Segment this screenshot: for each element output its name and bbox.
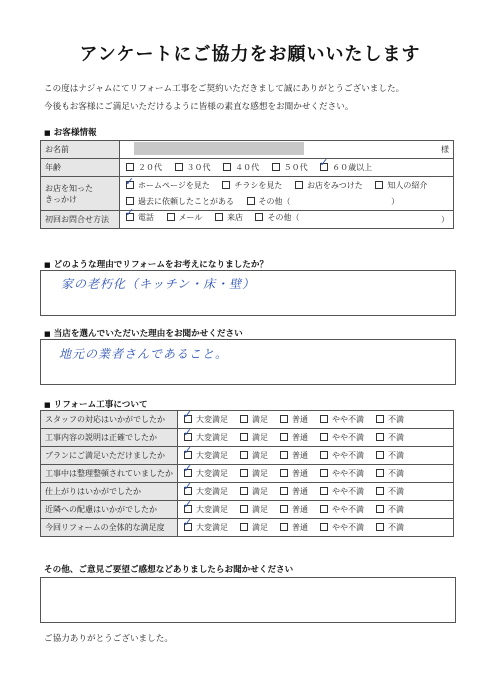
checkbox[interactable]: [240, 487, 248, 495]
redacted-name: [134, 142, 304, 155]
survey-option-label: 満足: [252, 415, 268, 424]
survey-option-label: やや不満: [332, 433, 364, 442]
survey-option[interactable]: [318, 486, 364, 497]
survey-option[interactable]: [238, 450, 268, 461]
survey-option[interactable]: [182, 522, 228, 533]
survey-options: [178, 465, 454, 483]
checkbox[interactable]: [223, 163, 231, 171]
checkbox-checked[interactable]: [184, 451, 192, 459]
checkbox[interactable]: [240, 451, 248, 459]
survey-option[interactable]: [318, 432, 364, 443]
source-label: お店を知った きっかけ: [41, 177, 120, 211]
survey-option[interactable]: [238, 468, 268, 479]
checkbox[interactable]: [240, 469, 248, 477]
checkbox[interactable]: [280, 469, 288, 477]
survey-option-label: 不満: [388, 451, 404, 460]
q2-answer-box[interactable]: [40, 339, 456, 385]
survey-option[interactable]: [238, 486, 268, 497]
survey-option-label: 普通: [292, 451, 308, 460]
survey-option-label: 大変満足: [196, 451, 228, 460]
contact-option-phone[interactable]: ✓ 電話: [124, 212, 154, 223]
checkbox[interactable]: [280, 415, 288, 423]
survey-option-label: 不満: [388, 505, 404, 514]
checkbox[interactable]: [376, 505, 384, 513]
name-suffix: 様: [441, 144, 449, 154]
contact-option-visit[interactable]: 来店: [213, 212, 243, 223]
source-options: [120, 177, 454, 211]
checkbox-checked[interactable]: [184, 415, 192, 423]
survey-question-label: プランにご満足いただけましたか: [41, 447, 178, 465]
survey-option-label: 大変満足: [196, 433, 228, 442]
checkbox[interactable]: [126, 197, 134, 205]
survey-row: [41, 411, 454, 429]
survey-option[interactable]: [278, 504, 308, 515]
survey-options: [178, 519, 454, 537]
age-option-60plus[interactable]: ✓ ６０歳以上: [318, 162, 372, 173]
survey-option-label: やや不満: [332, 505, 364, 514]
survey-option-label: 普通: [292, 415, 308, 424]
survey-option-label: 普通: [292, 523, 308, 532]
checkbox[interactable]: [280, 451, 288, 459]
checkbox[interactable]: [280, 433, 288, 441]
survey-option-label: 大変満足: [196, 415, 228, 424]
survey-option-label: やや不満: [332, 469, 364, 478]
checkbox-checked[interactable]: [184, 469, 192, 477]
checkbox[interactable]: [272, 163, 280, 171]
survey-options: [178, 447, 454, 465]
survey-row: [41, 465, 454, 483]
survey-heading: ■ リフォーム工事について: [44, 400, 148, 410]
survey-option[interactable]: [278, 486, 308, 497]
survey-row: [41, 519, 454, 537]
checkbox[interactable]: [240, 523, 248, 531]
page-title: アンケートにご協力をお願いいたします: [79, 44, 421, 65]
source-option-referral[interactable]: 知人の紹介: [373, 178, 427, 194]
survey-option-label: 普通: [292, 505, 308, 514]
survey-table: [40, 410, 454, 537]
contact-options: [120, 211, 454, 229]
checkbox[interactable]: [376, 487, 384, 495]
checkbox[interactable]: [222, 181, 230, 189]
age-option-50s[interactable]: ５０代: [270, 162, 308, 173]
customer-section-heading: ■ お客様情報: [44, 128, 97, 138]
survey-option-label: やや不満: [332, 487, 364, 496]
survey-option-label: 満足: [252, 433, 268, 442]
checkbox[interactable]: [376, 415, 384, 423]
checkbox-checked[interactable]: [184, 523, 192, 531]
checkbox[interactable]: [320, 505, 328, 513]
source-option-store[interactable]: お店をみつけた: [293, 178, 363, 194]
survey-option-label: 不満: [388, 523, 404, 532]
checkbox-checked[interactable]: [126, 181, 134, 189]
checkbox[interactable]: [320, 433, 328, 441]
source-option-homepage[interactable]: ✓ホームページを見た: [124, 178, 210, 194]
survey-option[interactable]: [318, 414, 364, 425]
source-other-close: ）: [391, 196, 400, 206]
survey-option[interactable]: [278, 414, 308, 425]
survey-option-label: 不満: [388, 433, 404, 442]
survey-option-label: 満足: [252, 523, 268, 532]
source-option-flyer[interactable]: チラシを見た: [220, 178, 282, 194]
survey-option[interactable]: [182, 450, 228, 461]
survey-option-label: 普通: [292, 433, 308, 442]
survey-option[interactable]: [374, 486, 404, 497]
survey-question-label: 近隣への配慮はいかがでしたか: [41, 501, 178, 519]
survey-option[interactable]: [182, 486, 228, 497]
survey-options: [178, 429, 454, 447]
survey-options: [178, 501, 454, 519]
contact-other-close: ）: [441, 214, 449, 224]
contact-option-email[interactable]: メール: [165, 212, 203, 223]
survey-question-label: スタッフの対応はいかがでしたか: [41, 411, 178, 429]
checkbox-checked[interactable]: [126, 213, 134, 221]
survey-option[interactable]: [278, 468, 308, 479]
checkbox[interactable]: [280, 523, 288, 531]
survey-option-label: 不満: [388, 415, 404, 424]
survey-question-label: 今回リフォームの全体的な満足度: [41, 519, 178, 537]
survey-options: [178, 483, 454, 501]
comments-answer-box[interactable]: [40, 577, 456, 623]
customer-info-table: [40, 140, 454, 229]
contact-label: 初回お問合せ方法: [41, 211, 120, 229]
survey-option-label: やや不満: [332, 523, 364, 532]
survey-option-label: 満足: [252, 505, 268, 514]
survey-option[interactable]: [374, 432, 404, 443]
source-option-past[interactable]: 過去に依頼したことがある: [124, 194, 234, 210]
survey-option-label: 大変満足: [196, 487, 228, 496]
name-field[interactable]: [120, 141, 454, 159]
survey-option-label: やや不満: [332, 415, 364, 424]
checkbox[interactable]: [280, 505, 288, 513]
closing-message: ご協力ありがとうございました。: [44, 634, 173, 644]
checkbox[interactable]: [375, 181, 383, 189]
survey-option-label: 不満: [388, 469, 404, 478]
checkbox[interactable]: [240, 415, 248, 423]
survey-option[interactable]: [318, 450, 364, 461]
intro-line-2: 今後もお客様にご満足いただけるように皆様の素直な感想をお聞かせください。: [44, 102, 354, 112]
survey-option[interactable]: [182, 414, 228, 425]
q2-heading: ■ 当店を選んでいただいた理由をお聞かせください: [44, 329, 243, 339]
checkbox[interactable]: [320, 487, 328, 495]
checkbox[interactable]: [295, 181, 303, 189]
survey-row: [41, 429, 454, 447]
intro-line-1: この度はナジャムにてリフォーム工事をご契約いただきまして誠にありがとうございました。: [44, 84, 405, 94]
survey-row: [41, 483, 454, 501]
checkbox[interactable]: [240, 505, 248, 513]
survey-option[interactable]: [182, 432, 228, 443]
checkbox-checked[interactable]: [320, 163, 328, 171]
checkbox[interactable]: [320, 469, 328, 477]
survey-option[interactable]: [374, 414, 404, 425]
checkbox[interactable]: [376, 523, 384, 531]
survey-row: [41, 501, 454, 519]
age-option-30s[interactable]: ３０代: [173, 162, 211, 173]
checkbox[interactable]: [320, 451, 328, 459]
q2-handwritten-answer: 地元の業者さんであること。: [59, 347, 229, 361]
q1-handwritten-answer: 家の老朽化（キッチン・床・壁）: [61, 277, 256, 291]
checkbox[interactable]: [247, 197, 255, 205]
survey-option[interactable]: [278, 450, 308, 461]
survey-question-label: 工事内容の説明は正確でしたか: [41, 429, 178, 447]
checkbox-checked[interactable]: [184, 505, 192, 513]
age-label: 年齢: [41, 159, 120, 177]
survey-option-label: 大変満足: [196, 469, 228, 478]
checkbox[interactable]: [320, 415, 328, 423]
survey-question-label: 仕上がりはいかがでしたか: [41, 483, 178, 501]
survey-option-label: やや不満: [332, 451, 364, 460]
survey-option[interactable]: [374, 450, 404, 461]
survey-option[interactable]: [374, 504, 404, 515]
survey-option[interactable]: [238, 432, 268, 443]
survey-option-label: 大変満足: [196, 505, 228, 514]
survey-option-label: 不満: [388, 487, 404, 496]
survey-option-label: 満足: [252, 451, 268, 460]
q1-heading: ■ どのような理由でリフォームをお考えになりましたか？: [44, 260, 269, 270]
checkbox[interactable]: [175, 163, 183, 171]
checkbox[interactable]: [320, 523, 328, 531]
survey-option-label: 普通: [292, 469, 308, 478]
survey-option[interactable]: [238, 504, 268, 515]
survey-option-label: 満足: [252, 487, 268, 496]
checkbox-checked[interactable]: [184, 487, 192, 495]
survey-option[interactable]: [374, 468, 404, 479]
checkbox[interactable]: [280, 487, 288, 495]
survey-option[interactable]: [182, 468, 228, 479]
checkbox[interactable]: [167, 213, 175, 221]
survey-option-label: 普通: [292, 487, 308, 496]
survey-option[interactable]: [182, 504, 228, 515]
checkbox[interactable]: [255, 213, 263, 221]
age-option-40s[interactable]: ４０代: [221, 162, 259, 173]
survey-options: [178, 411, 454, 429]
source-option-other[interactable]: その他（: [245, 194, 291, 210]
contact-option-other[interactable]: その他（: [253, 212, 299, 223]
checkbox[interactable]: [376, 469, 384, 477]
checkbox[interactable]: [376, 451, 384, 459]
survey-option[interactable]: [318, 522, 364, 533]
age-options: [120, 159, 454, 177]
q1-answer-box[interactable]: [40, 270, 456, 316]
survey-option[interactable]: [318, 468, 364, 479]
checkbox[interactable]: [376, 433, 384, 441]
survey-option[interactable]: [318, 504, 364, 515]
survey-row: [41, 447, 454, 465]
survey-option[interactable]: [238, 522, 268, 533]
survey-option-label: 大変満足: [196, 523, 228, 532]
age-option-20s[interactable]: ２０代: [124, 162, 162, 173]
checkbox[interactable]: [240, 433, 248, 441]
comments-heading: その他、ご意見ご要望ご感想などありましたらお聞かせください: [44, 565, 294, 575]
survey-option[interactable]: [278, 432, 308, 443]
survey-option-label: 満足: [252, 469, 268, 478]
survey-option[interactable]: [374, 522, 404, 533]
checkbox-checked[interactable]: [184, 433, 192, 441]
name-label: お名前: [41, 141, 120, 159]
survey-option[interactable]: [278, 522, 308, 533]
survey-question-label: 工事中は整理整頓されていましたか: [41, 465, 178, 483]
checkbox[interactable]: [215, 213, 223, 221]
survey-option[interactable]: [238, 414, 268, 425]
checkbox[interactable]: [126, 163, 134, 171]
